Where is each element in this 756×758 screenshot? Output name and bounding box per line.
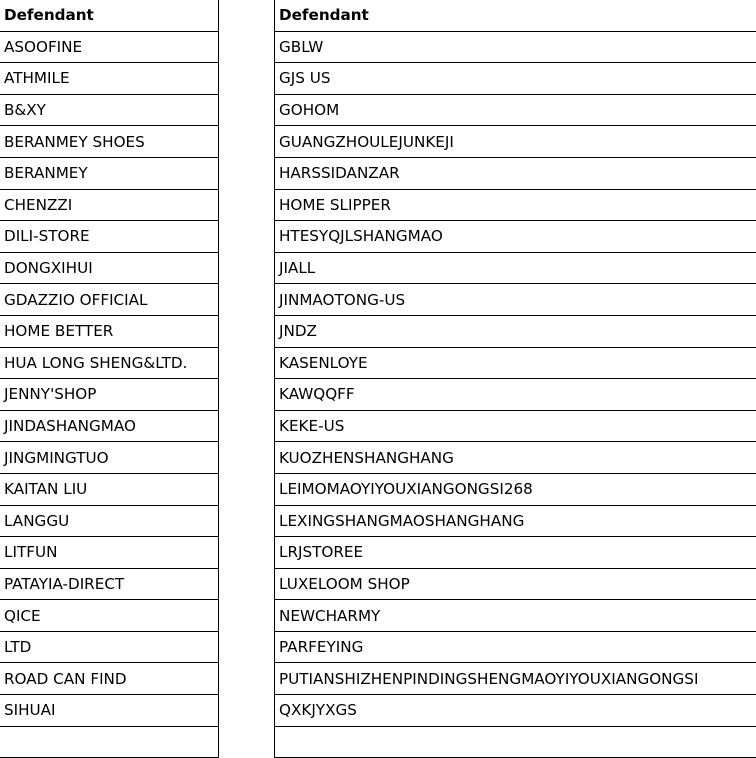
defendant-cell: JINDASHANGMAO (0, 410, 219, 442)
table-row (275, 442, 756, 474)
table-row (275, 252, 756, 284)
defendant-cell: PATAYIA-DIRECT (0, 568, 219, 600)
table-row (275, 347, 756, 379)
table-row (0, 347, 219, 379)
table-row (0, 410, 219, 442)
table-row (0, 63, 219, 95)
defendant-cell: JNDZ (275, 315, 756, 347)
defendant-cell: GBLW (275, 31, 756, 63)
defendant-cell: HOME SLIPPER (275, 189, 756, 221)
defendant-cell: LITFUN (0, 537, 219, 569)
left-defendant-table (0, 0, 219, 758)
table-row (275, 631, 756, 663)
defendant-cell (0, 726, 219, 758)
defendant-cell: JIALL (275, 252, 756, 284)
table-row (275, 94, 756, 126)
table-row (275, 505, 756, 537)
defendant-cell: BERANMEY (0, 157, 219, 189)
table-row (0, 126, 219, 158)
defendant-cell: KAITAN LIU (0, 473, 219, 505)
table-row (275, 473, 756, 505)
table-row (275, 568, 756, 600)
table-row (275, 189, 756, 221)
table-row (0, 442, 219, 474)
right-defendant-table (274, 0, 756, 758)
column-header: Defendant (0, 0, 219, 31)
table-row (0, 252, 219, 284)
table-row (0, 315, 219, 347)
table-row (275, 63, 756, 95)
table-row (275, 695, 756, 727)
defendant-cell (275, 726, 756, 758)
table-row (275, 31, 756, 63)
defendant-cell: ATHMILE (0, 63, 219, 95)
table-row (275, 315, 756, 347)
defendant-cell: PUTIANSHIZHENPINDINGSHENGMAOYIYOUXIANGONGSI (275, 663, 756, 695)
defendant-cell: LRJSTOREE (275, 537, 756, 569)
table-row (0, 221, 219, 253)
defendant-cell: HTESYQJLSHANGMAO (275, 221, 756, 253)
column-header: Defendant (275, 0, 756, 31)
table-row (0, 189, 219, 221)
table-row (0, 568, 219, 600)
table-row (0, 663, 219, 695)
table-row (275, 663, 756, 695)
defendant-cell: LEXINGSHANGMAOSHANGHANG (275, 505, 756, 537)
defendant-cell: ROAD CAN FIND (0, 663, 219, 695)
table-row (275, 284, 756, 316)
table-row (275, 157, 756, 189)
defendant-cell: BERANMEY SHOES (0, 126, 219, 158)
defendant-cell: GUANGZHOULEJUNKEJI (275, 126, 756, 158)
defendant-cell: KAWQQFF (275, 379, 756, 411)
defendant-cell: JINGMINGTUO (0, 442, 219, 474)
table-row (0, 31, 219, 63)
left-table-body (0, 31, 219, 758)
defendant-cell: NEWCHARMY (275, 600, 756, 632)
defendant-cell: CHENZZI (0, 189, 219, 221)
table-row (0, 505, 219, 537)
defendant-cell: HUA LONG SHENG&LTD. (0, 347, 219, 379)
defendant-cell: KUOZHENSHANGHANG (275, 442, 756, 474)
defendant-cell: JINMAOTONG-US (275, 284, 756, 316)
defendant-cell: DONGXIHUI (0, 252, 219, 284)
defendant-cell: HARSSIDANZAR (275, 157, 756, 189)
table-row (0, 600, 219, 632)
defendant-cell: QXKJYXGS (275, 695, 756, 727)
table-row (0, 726, 219, 758)
table-row (275, 726, 756, 758)
table-row (275, 379, 756, 411)
right-table-body (275, 31, 756, 758)
defendant-cell: ASOOFINE (0, 31, 219, 63)
table-row (275, 410, 756, 442)
defendant-cell: GJS US (275, 63, 756, 95)
table-row (275, 126, 756, 158)
table-row (0, 94, 219, 126)
defendant-cell: JENNY'SHOP (0, 379, 219, 411)
table-row (0, 695, 219, 727)
defendant-cell: LTD (0, 631, 219, 663)
table-row (275, 537, 756, 569)
defendant-cell: KEKE-US (275, 410, 756, 442)
table-row (0, 631, 219, 663)
table-row (0, 157, 219, 189)
defendant-cell: HOME BETTER (0, 315, 219, 347)
table-row (275, 600, 756, 632)
defendant-cell: B&XY (0, 94, 219, 126)
table-row (0, 473, 219, 505)
defendant-cell: DILI-STORE (0, 221, 219, 253)
defendant-cell: GDAZZIO OFFICIAL (0, 284, 219, 316)
table-row (0, 537, 219, 569)
table-header-row (0, 0, 219, 31)
table-row (0, 284, 219, 316)
table-row (0, 379, 219, 411)
defendant-cell: KASENLOYE (275, 347, 756, 379)
defendant-cell: GOHOM (275, 94, 756, 126)
defendant-cell: SIHUAI (0, 695, 219, 727)
table-header-row (275, 0, 756, 31)
defendant-cell: LUXELOOM SHOP (275, 568, 756, 600)
defendant-cell: PARFEYING (275, 631, 756, 663)
table-row (275, 221, 756, 253)
defendant-cell: LANGGU (0, 505, 219, 537)
defendant-cell: LEIMOMAOYIYOUXIANGONGSI268 (275, 473, 756, 505)
defendant-cell: QICE (0, 600, 219, 632)
